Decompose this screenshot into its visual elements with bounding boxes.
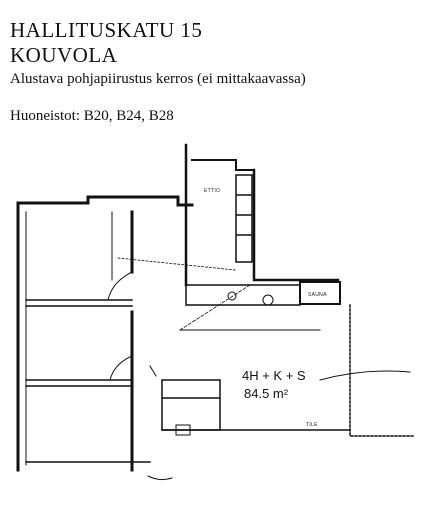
sink: [228, 292, 236, 300]
partition-2: [26, 380, 132, 386]
apartment-list: Huoneistot: B20, B24, B28: [10, 108, 174, 124]
living-right: [350, 305, 414, 436]
wall-top-left: [18, 197, 192, 205]
door-arc-3: [148, 476, 172, 480]
floor-plan: [0, 140, 439, 516]
balcony-arc: [320, 371, 410, 380]
corridor-right: [254, 170, 338, 280]
balcony-line: [118, 258, 235, 270]
kitchen-diag: [180, 285, 250, 330]
wardrobes: [236, 175, 252, 262]
stair-hint: [150, 366, 156, 376]
drain: [263, 295, 273, 305]
address-street: HALLITUSKATU 15: [10, 18, 203, 42]
area-label: 84.5 m²: [244, 386, 289, 401]
address-city: KOUVOLA: [10, 43, 118, 67]
kitchen-strip: [186, 285, 300, 305]
plan-subtitle: Alustava pohjapiirustus kerros (ei mittakaavassa): [10, 71, 306, 87]
room-type-label: 4H + K + S: [242, 368, 306, 383]
entrance-label: ETTIO: [204, 188, 221, 194]
door-arc-2: [110, 356, 132, 380]
balcony-label: TILE: [306, 422, 318, 428]
corridor-top: [192, 160, 254, 170]
sauna-label: SAUNA: [308, 292, 327, 298]
bath-block: [162, 380, 220, 430]
partition-1: [26, 300, 132, 306]
